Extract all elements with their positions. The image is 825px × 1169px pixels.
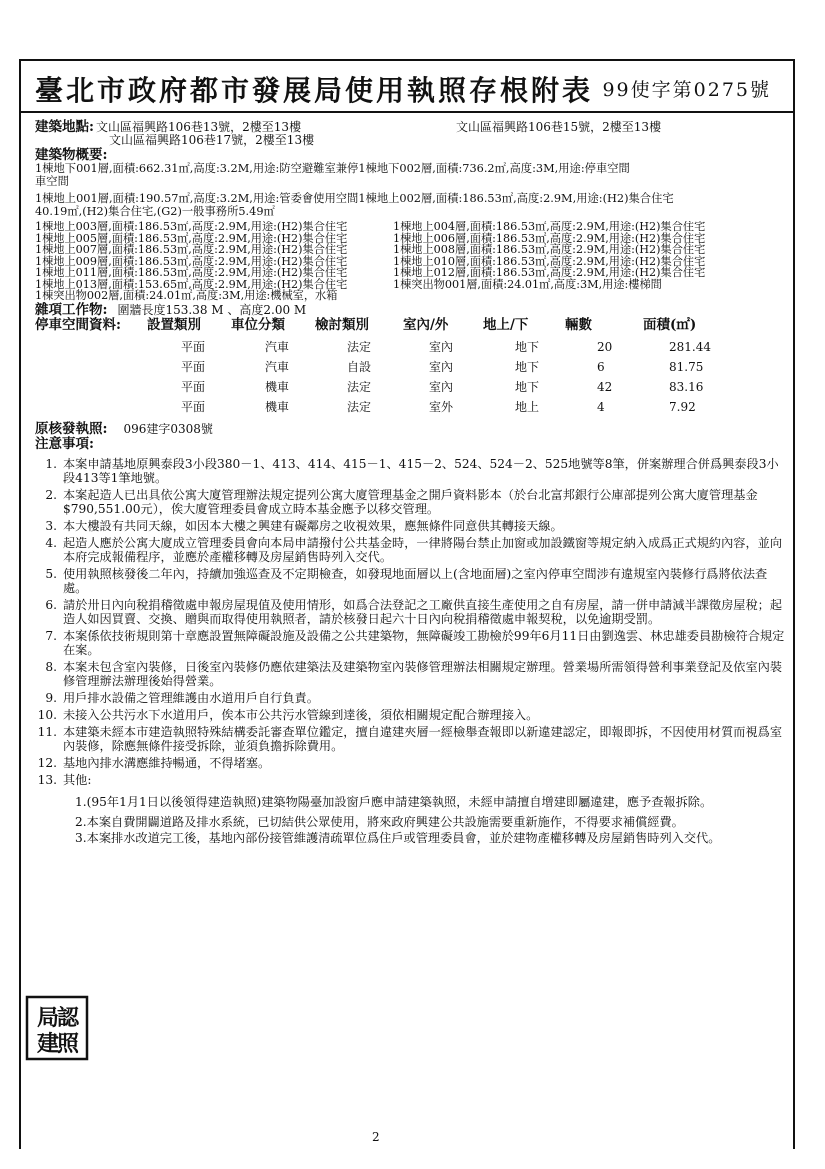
parking-col-header: 地上/下 — [483, 316, 529, 333]
svg-text:建照: 建照 — [36, 1031, 78, 1057]
note-item — [35, 536, 785, 564]
floors-left — [35, 221, 390, 302]
note-text: 請於卅日內向稅捐稽徵處申報房屋現值及使用情形，如爲合法登記之工廠供直接生產使用之自有房屋，請一併申請減半課徵房屋稅；起造人如因買賣、交換、贈與而取得使用執照者，請於核發日起六十日內向稅捐稽徵處申報契稅，以免逾期受罰。 — [63, 597, 783, 626]
table-cell: 42 — [597, 380, 613, 394]
table-cell: 7.92 — [669, 400, 696, 414]
table-cell: 地上 — [515, 400, 540, 414]
note-text: 本案起造人已出具依公寓大廈管理辦法規定提列公寓大廈管理基金之開戶資料影本（於台北富邦銀行公庫部提列公寓大廈管理基金$790,551.00元），俟大廈管理委員會成立時本基金應予以移交管理。 — [63, 487, 758, 516]
misc-works-value: 圍牆長度153.38 M 、高度2.00 M — [117, 302, 307, 317]
floor-entry: 1棟地上013層,面積:153.65㎡,高度:2.9M,用途:(H2)集合住宅 — [35, 277, 348, 291]
floor-entry: 1棟地上003層,面積:186.53㎡,高度:2.9M,用途:(H2)集合住宅 — [35, 221, 348, 233]
table-cell: 室內 — [429, 340, 454, 354]
site-label: 建築地點: — [35, 119, 94, 135]
note-item — [35, 756, 785, 770]
floor-entry: 1棟地上006層,面積:186.53㎡,高度:2.9M,用途:(H2)集合住宅 — [393, 231, 706, 245]
note-item — [35, 660, 785, 688]
floors-grid — [35, 221, 785, 302]
overview-line: 1棟地上001層,面積:190.57㎡,高度:3.2M,用途:管委會使用空間1棟地上002層,面積:186.53㎡,高度:2.9M,用途:(H2)集合住宅 — [35, 192, 674, 205]
floor-entry: 1棟地上005層,面積:186.53㎡,高度:2.9M,用途:(H2)集合住宅 — [35, 231, 348, 245]
floor-entry: 1棟突出物002層,面積:24.01㎡,高度:3M,用途:機械室，水箱 — [35, 289, 338, 302]
note-number: 10. — [37, 707, 57, 722]
note-text: 未接入公共污水下水道用戶，俟本市公共污水管線到達後，須依相關規定配合辦理接入。 — [63, 707, 539, 722]
note-item — [35, 488, 785, 516]
misc-works — [35, 301, 785, 318]
note-item — [35, 457, 785, 485]
table-cell: 平面 — [181, 360, 206, 374]
document-title: 臺北市政府都市發展局使用執照存根附表 — [35, 74, 594, 107]
table-cell: 室外 — [429, 400, 454, 414]
table-cell: 6 — [597, 360, 605, 374]
floor-entry: 1棟地上009層,面積:186.53㎡,高度:2.9M,用途:(H2)集合住宅 — [35, 254, 348, 268]
original-permit-label: 原核發執照: — [35, 420, 108, 437]
table-cell: 20 — [597, 340, 613, 354]
table-cell: 平面 — [181, 340, 206, 354]
floor-entry: 1棟地上007層,面積:186.53㎡,高度:2.9M,用途:(H2)集合住宅 — [35, 243, 348, 256]
note-number: 13. — [37, 772, 57, 787]
table-row — [181, 398, 739, 418]
table-row — [181, 378, 739, 398]
site-address-3: 文山區福興路106巷17號，2樓至13樓 — [109, 134, 315, 147]
page-number: 2 — [372, 1130, 380, 1144]
floor-entry: 1棟地上004層,面積:186.53㎡,高度:2.9M,用途:(H2)集合住宅 — [393, 221, 706, 233]
table-row — [181, 338, 739, 358]
parking-col-header: 面積(㎡) — [643, 316, 697, 333]
note-number: 8. — [45, 659, 57, 674]
table-cell: 281.44 — [669, 340, 711, 354]
sub-note: 1.(95年1月1日以後領得建造執照)建築物陽臺加設窗戶應申請建築執照，未經申請擅自增建即屬違建，應予查報拆除。 — [75, 794, 713, 809]
original-permit — [35, 420, 785, 437]
parking-label: 停車空間資料: — [35, 316, 121, 333]
site-block — [35, 121, 785, 134]
table-cell: 機車 — [265, 380, 290, 394]
note-number: 6. — [45, 597, 57, 612]
overview-line: 車空間 — [35, 175, 69, 188]
original-permit-value: 096建字0308號 — [123, 421, 213, 436]
notes-label: 注意事項: — [35, 435, 94, 452]
parking-col-header: 輛數 — [565, 316, 592, 333]
table-cell: 法定 — [347, 400, 372, 414]
title-row — [21, 61, 793, 113]
overview-line: 40.19㎡,(H2)集合住宅,(G2)一般事務所5.49㎡ — [35, 205, 275, 218]
note-item — [35, 519, 785, 533]
table-cell: 自設 — [347, 360, 372, 374]
site-address-1: 文山區福興路106巷13號，2樓至13樓 — [95, 120, 302, 134]
table-cell: 81.75 — [669, 360, 704, 374]
floor-entry: 1棟突出物001層,面積:24.01㎡,高度:3M,用途:樓梯間 — [393, 277, 662, 291]
note-item — [35, 691, 785, 705]
parking-header — [35, 316, 785, 333]
svg-text:局認: 局認 — [36, 1005, 78, 1031]
note-number: 11. — [37, 724, 57, 739]
table-cell: 4 — [597, 400, 605, 414]
overview-line: 1棟地下001層,面積:662.31㎡,高度:3.2M,用途:防空避難室兼停1棟地下002層,面積:736.2㎡,高度:3M,用途:停車空間 — [35, 162, 630, 175]
parking-table — [181, 338, 739, 418]
note-text: 基地內排水溝應維持暢通，不得堵塞。 — [63, 755, 271, 770]
note-item — [35, 629, 785, 657]
seal-icon — [25, 995, 89, 1061]
site-address-2: 文山區福興路106巷15號，2樓至13樓 — [455, 120, 662, 134]
table-cell: 室內 — [429, 380, 454, 394]
sub-note: 2.本案自費開闢道路及排水系統，已切結供公眾使用，將來政府興建公共設施需要重新施作，不得要求補償經費。 — [75, 814, 684, 829]
floors-right — [393, 221, 773, 302]
note-text: 本案申請基地原興泰段3小段380－1、413、414、415－1、415－2、524、524－2、525地號等8筆，併案辦理合併爲興泰段3小段413等1筆地號。 — [63, 456, 779, 485]
table-cell: 室內 — [429, 360, 454, 374]
note-item — [35, 773, 785, 787]
note-text: 使用執照核發後二年內，持續加強巡查及不定期檢查，如發現地面層以上(含地面層)之室內停車空間涉有違規室內裝修行爲將依法查處。 — [63, 566, 768, 595]
sub-note: 3.本案排水改道完工後，基地內部份接管維護清疏單位爲住戶或管理委員會，並於建物產權移轉及房屋銷售時列入交代。 — [75, 830, 721, 845]
table-cell: 平面 — [181, 380, 206, 394]
note-number: 3. — [45, 518, 57, 533]
note-number: 7. — [45, 628, 57, 643]
note-number: 2. — [45, 487, 57, 502]
table-cell: 地下 — [515, 380, 540, 394]
table-cell: 汽車 — [265, 340, 290, 354]
table-cell: 汽車 — [265, 360, 290, 374]
floor-entry: 1棟地上008層,面積:186.53㎡,高度:2.9M,用途:(H2)集合住宅 — [393, 243, 706, 256]
note-text: 本大樓設有共同天線，如因本大樓之興建有礙鄰房之收視效果，應無條件同意供其轉接天線。 — [63, 518, 563, 533]
note-number: 4. — [45, 535, 57, 550]
note-text: 本案未包含室內裝修，日後室內裝修仍應依建築法及建築物室內裝修管理辦法相關規定辦理。營業場所需領得營利事業登記及依室內裝修管理辦法辦理後始得營業。 — [63, 659, 783, 688]
permit-number: 99使字第0275號 — [602, 79, 771, 101]
table-row — [181, 358, 739, 378]
floor-entry: 1棟地上012層,面積:186.53㎡,高度:2.9M,用途:(H2)集合住宅 — [393, 266, 706, 279]
note-text: 本建築未經本市建造執照特殊結構委託審查單位鑑定，擅自違建夾層一經檢舉查報即以新違建認定，即報即拆，不因使用材質而視爲室內裝修，除應無條件接受拆除，並須負擔拆除費用。 — [63, 724, 783, 753]
note-text: 其他: — [63, 772, 92, 787]
document-sheet — [19, 59, 795, 1149]
parking-col-header: 檢討類別 — [315, 316, 369, 333]
note-item — [35, 567, 785, 595]
parking-col-header: 設置類別 — [147, 316, 201, 333]
note-number: 9. — [45, 690, 57, 705]
parking-col-header: 車位分類 — [231, 316, 285, 333]
note-item — [35, 725, 785, 753]
note-item — [35, 598, 785, 626]
misc-works-label: 雜項工作物: — [35, 301, 108, 318]
note-item — [35, 708, 785, 722]
table-cell: 83.16 — [669, 380, 704, 394]
table-cell: 法定 — [347, 340, 372, 354]
table-cell: 平面 — [181, 400, 206, 414]
note-number: 12. — [37, 755, 57, 770]
note-number: 1. — [45, 456, 57, 471]
note-text: 本案係依技術規則第十章應設置無障礙設施及設備之公共建築物，無障礙竣工勘檢於99年6月11日由劉逸雲、林忠雄委員勘檢符合規定在案。 — [63, 628, 785, 657]
official-seal-stamp — [25, 995, 89, 1061]
table-cell: 地下 — [515, 340, 540, 354]
notes-list — [35, 457, 785, 845]
table-cell: 地下 — [515, 360, 540, 374]
overview-label: 建築物概要: — [35, 147, 108, 163]
table-cell: 法定 — [347, 380, 372, 394]
parking-col-header: 室內/外 — [403, 316, 449, 333]
note-text: 用戶排水設備之管理維護由水道用戶自行負責。 — [63, 690, 319, 705]
note-number: 5. — [45, 566, 57, 581]
table-cell: 機車 — [265, 400, 290, 414]
floor-entry: 1棟地上011層,面積:186.53㎡,高度:2.9M,用途:(H2)集合住宅 — [35, 266, 348, 279]
note-text: 起造人應於公寓大廈成立管理委員會向本局申請撥付公共基金時，一律將陽台禁止加窗或加設鐵窗等規定納入成爲正式規約內容，並向本府完成報備程序，並應於產權移轉及房屋銷售時列入交代。 — [63, 535, 783, 564]
floor-entry: 1棟地上010層,面積:186.53㎡,高度:2.9M,用途:(H2)集合住宅 — [393, 254, 706, 268]
content — [35, 119, 785, 851]
